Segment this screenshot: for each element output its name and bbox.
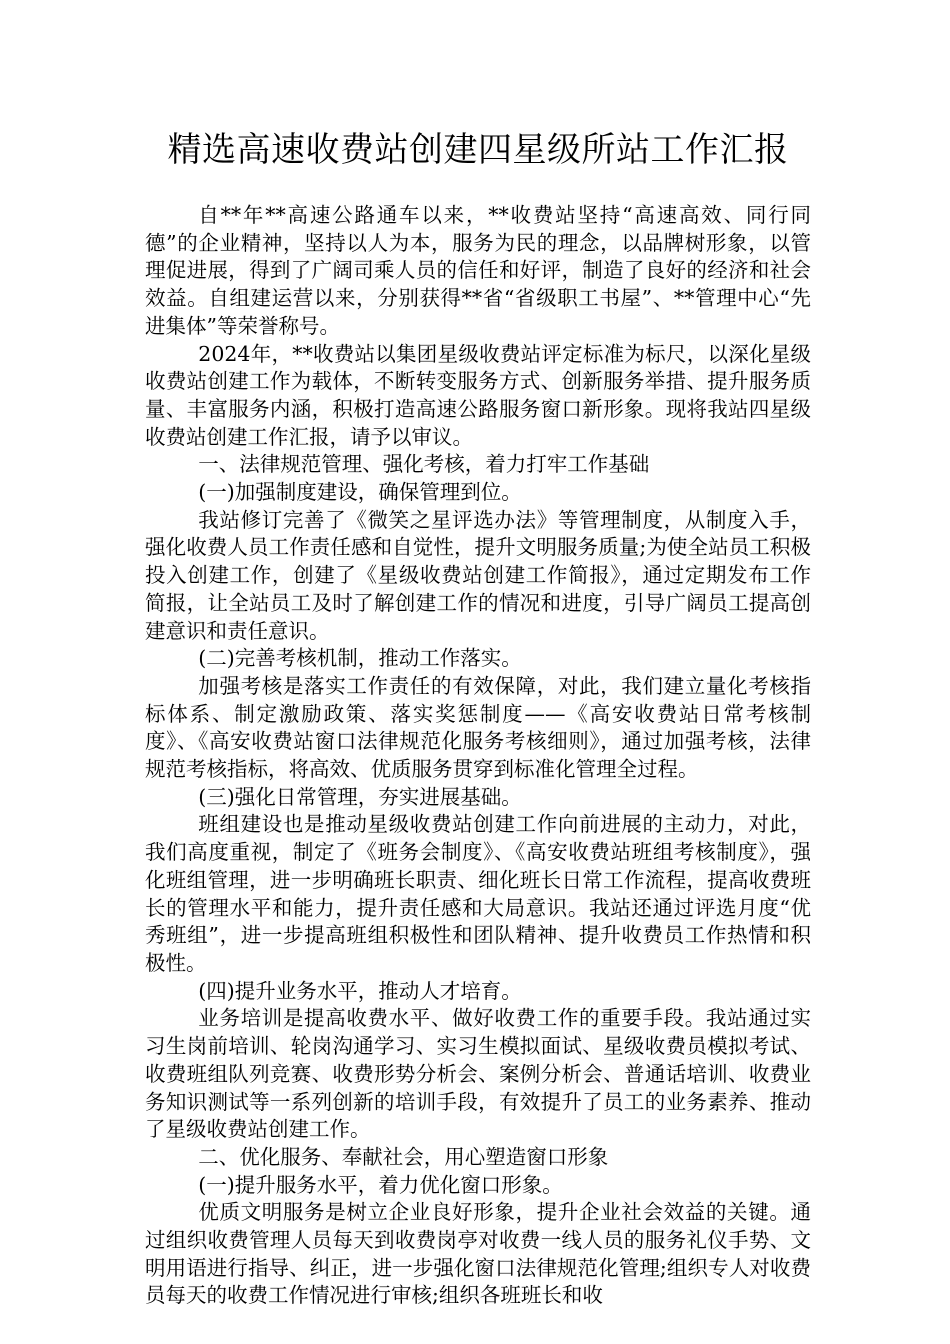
paragraph-1-3: 班组建设也是推动星级收费站创建工作向前进展的主动力，对此，我们高度重视，制定了《班务会制度》、《高安收费站班组考核制度》，强化班组管理，进一步明确班长职责、细化班长日常工作流程，提高收费班长的管理水平和能力，提升责任感和大局意识。我站还通过评选月度“优秀班组”，进一步提高班组积极性和团队精神、提升收费员工作热情和积极性。 (145, 812, 811, 975)
document-page (145, 128, 811, 1310)
document-body (145, 202, 811, 1310)
paragraph-2024-summary: 2024年，**收费站以集团星级收费站评定标准为标尺，以深化星级收费站创建工作为载体，不断转变服务方式、创新服务举措、提升服务质量、丰富服务内涵，积极打造高速公路服务窗口新形象。现将我站四星级收费站创建工作汇报，请予以审议。 (145, 341, 811, 449)
paragraph-1-2: 加强考核是落实工作责任的有效保障，对此，我们建立量化考核指标体系、制定激励政策、落实奖惩制度——《高安收费站日常考核制度》、《高安收费站窗口法律规范化服务考核细则》，通过加强考核，法律规范考核指标，将高效、优质服务贯穿到标准化管理全过程。 (145, 673, 811, 782)
subsection-heading-1-2: (二)完善考核机制，推动工作落实。 (198, 646, 522, 671)
paragraph-2-1: 优质文明服务是树立企业良好形象，提升企业社会效益的关键。通过组织收费管理人员每天到收费岗亭对收费一线人员的服务礼仪手势、文明用语进行指导、纠正，进一步强化窗口法律规范化管理;组织专人对收费员每天的收费工作情况进行审核;组织各班班长和收 (145, 1200, 811, 1308)
paragraph-intro: 自**年**高速公路通车以来，**收费站坚持“高速高效、同行同德”的企业精神，坚持以人为本，服务为民的理念，以品牌树形象，以管理促进展，得到了广阔司乘人员的信任和好评，制造了良好的经济和社会效益。自组建运营以来，分别获得**省“省级职工书屋”、**管理中心“先进集体”等荣誉称号。 (145, 203, 811, 338)
paragraph-1-1: 我站修订完善了《微笑之星评选办法》等管理制度，从制度入手，强化收费人员工作责任感和自觉性，提升文明服务质量;为使全站员工积极投入创建工作，创建了《星级收费站创建工作简报》，通过定期发布工作简报，让全站员工及时了解创建工作的情况和进度，引导广阔员工提高创建意识和责任意识。 (145, 507, 811, 643)
subsection-heading-1-3: (三)强化日常管理，夯实进展基础。 (198, 784, 522, 809)
subsection-heading-1-1: (一)加强制度建设，确保管理到位。 (198, 480, 522, 505)
document-title: 精选高速收费站创建四星级所站工作汇报 (167, 130, 789, 170)
section-heading-2: 二、优化服务、奉献社会，用心塑造窗口形象 (198, 1144, 609, 1169)
subsection-heading-1-4: (四)提升业务水平，推动人才培育。 (198, 978, 522, 1003)
section-heading-1: 一、法律规范管理、强化考核，着力打牢工作基础 (198, 452, 650, 477)
subsection-heading-2-1: (一)提升服务水平，着力优化窗口形象。 (198, 1172, 563, 1197)
paragraph-1-4: 业务培训是提高收费水平、做好收费工作的重要手段。我站通过实习生岗前培训、轮岗沟通学习、实习生模拟面试、星级收费员模拟考试、收费班组队列竞赛、收费形势分析会、案例分析会、普通话培训、收费业务知识测试等一系列创新的培训手段，有效提升了员工的业务素养、推动了星级收费站创建工作。 (145, 1006, 811, 1142)
